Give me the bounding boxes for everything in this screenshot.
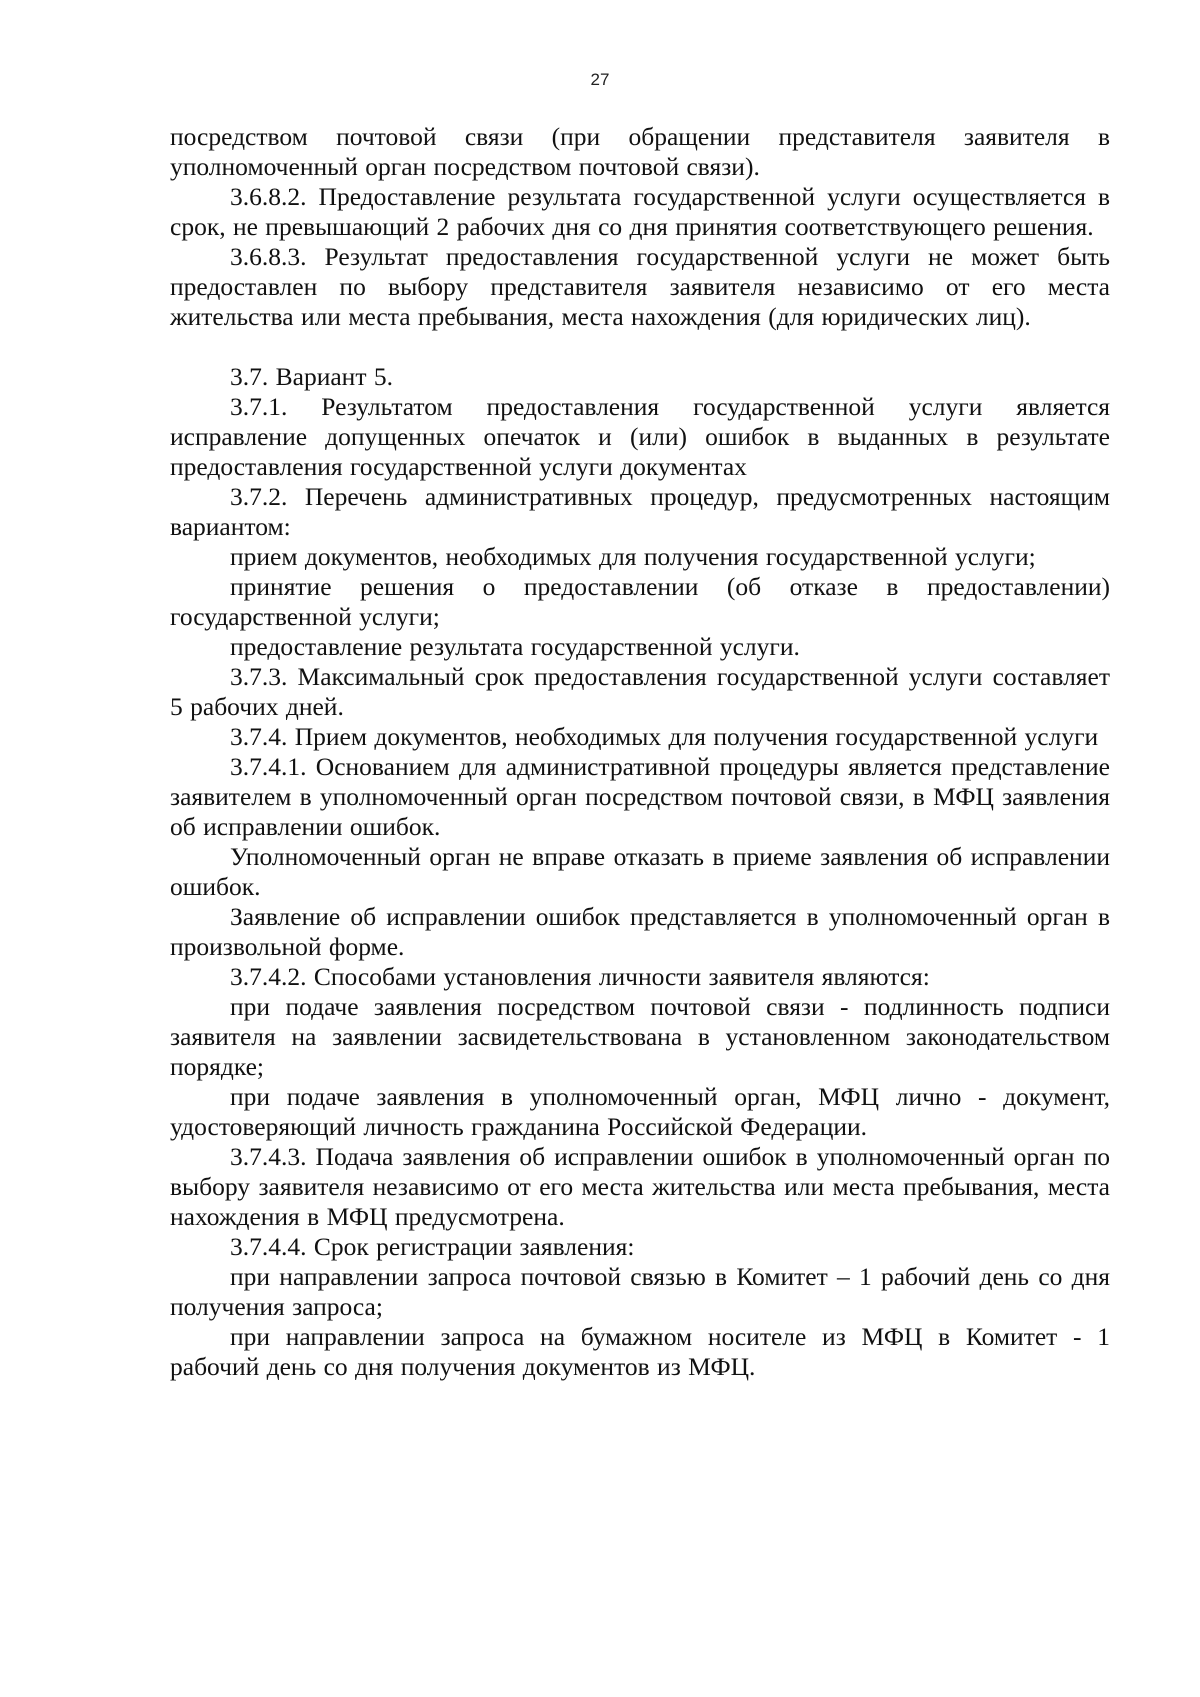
list-item: предоставление результата государственной услуги.: [230, 632, 800, 661]
paragraph: 3.7.4.3. Подача заявления об исправлении ошибок в уполномоченный орган по выбору заявителя независимо от его места жительства или места пребывания, места нахождения в МФЦ предусмотрена.: [170, 1142, 1110, 1231]
list-item: при подаче заявления в уполномоченный орган, МФЦ лично - документ, удостоверяющий личность гражданина Российской Федерации.: [170, 1082, 1110, 1141]
list-item: при направлении запроса почтовой связью в Комитет – 1 рабочий день со дня получения запроса;: [170, 1262, 1110, 1321]
list-item: при направлении запроса на бумажном носителе из МФЦ в Комитет - 1 рабочий день со дня получения документов из МФЦ.: [170, 1322, 1110, 1381]
paragraph: Заявление об исправлении ошибок представляется в уполномоченный орган в произвольной форме.: [170, 902, 1110, 961]
paragraph: 3.6.8.2. Предоставление результата государственной услуги осуществляется в срок, не превышающий 2 рабочих дня со дня принятия соответствующего решения.: [170, 182, 1110, 241]
paragraph: 3.7.1. Результатом предоставления государственной услуги является исправление допущенных опечаток и (или) ошибок в выданных в результате предоставления государственной услуги документах: [170, 392, 1110, 481]
page-number: 27: [590, 70, 610, 89]
section-heading: 3.7. Вариант 5.: [230, 362, 393, 391]
paragraph: 3.6.8.3. Результат предоставления государственной услуги не может быть предоставлен по выбору представителя заявителя независимо от его места жительства или места пребывания, места нахождения (для юридических лиц).: [170, 242, 1110, 331]
paragraph: 3.7.4.2. Способами установления личности заявителя являются:: [230, 962, 930, 991]
document-body: [170, 122, 1110, 1382]
paragraph: посредством почтовой связи (при обращении представителя заявителя в уполномоченный орган посредством почтовой связи).: [170, 122, 1110, 181]
section-spacer: [170, 332, 1110, 362]
paragraph: Уполномоченный орган не вправе отказать в приеме заявления об исправлении ошибок.: [170, 842, 1110, 901]
list-item: прием документов, необходимых для получения государственной услуги;: [230, 542, 1036, 571]
list-item: принятие решения о предоставлении (об отказе в предоставлении) государственной услуги;: [170, 572, 1110, 631]
paragraph: 3.7.4.1. Основанием для административной процедуры является представление заявителем в уполномоченный орган посредством почтовой связи, в МФЦ заявления об исправлении ошибок.: [170, 752, 1110, 841]
paragraph: 3.7.4. Прием документов, необходимых для получения государственной услуги: [230, 722, 1099, 751]
paragraph: 3.7.3. Максимальный срок предоставления государственной услуги составляет 5 рабочих дней.: [170, 662, 1110, 721]
paragraph: 3.7.4.4. Срок регистрации заявления:: [230, 1232, 635, 1261]
paragraph: 3.7.2. Перечень административных процедур, предусмотренных настоящим вариантом:: [170, 482, 1110, 541]
list-item: при подаче заявления посредством почтовой связи - подлинность подписи заявителя на заявлении засвидетельствована в установленном законодательством порядке;: [170, 992, 1110, 1081]
